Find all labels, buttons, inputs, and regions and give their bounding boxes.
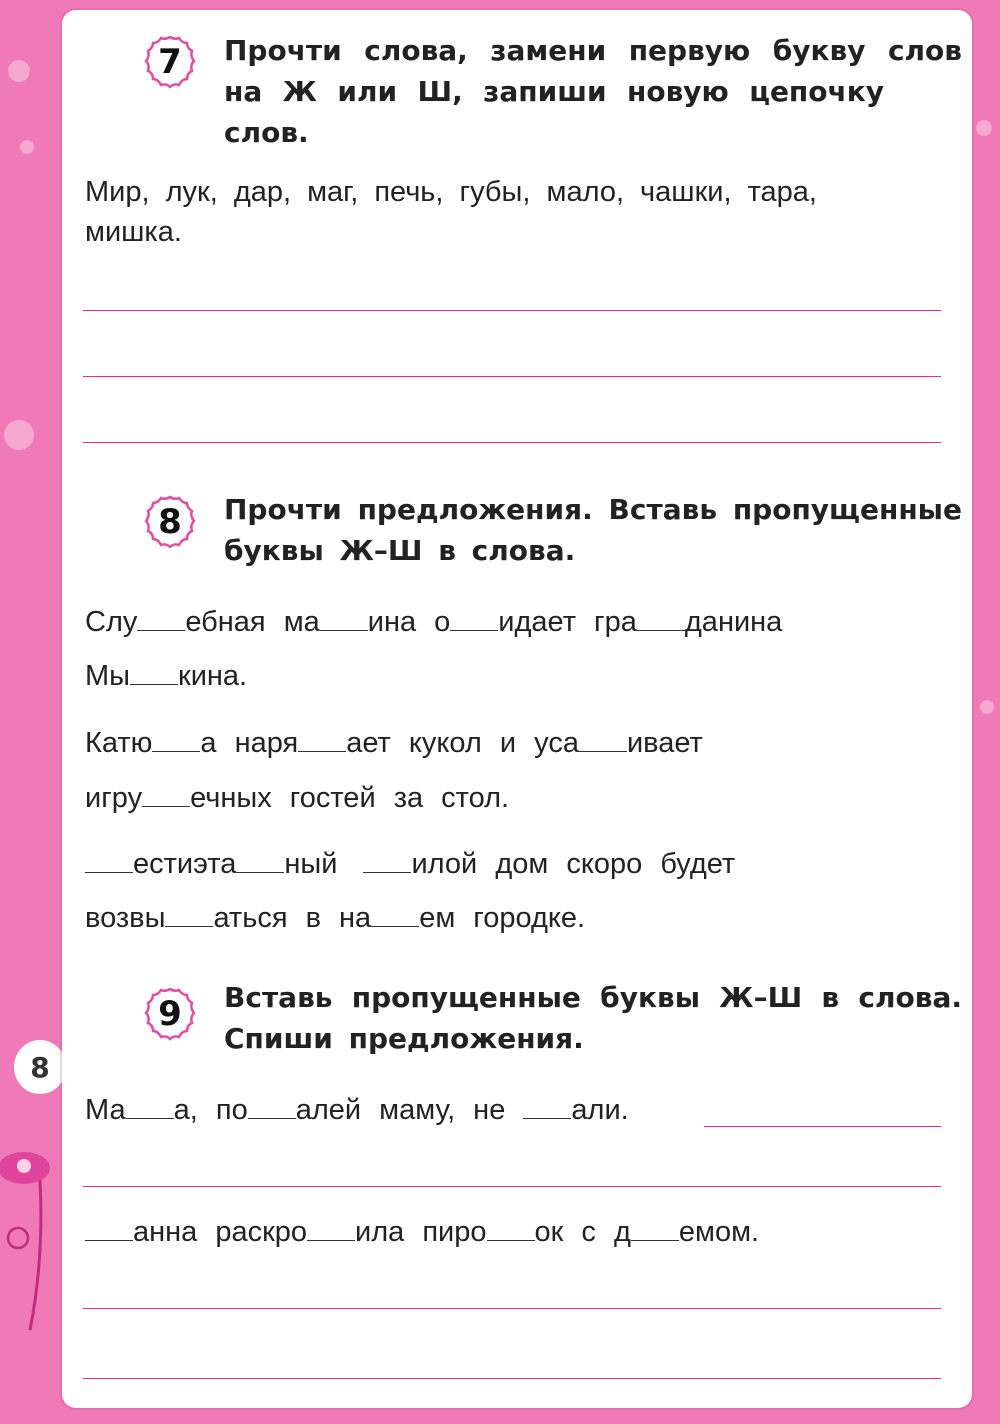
decor-dot	[4, 420, 34, 450]
writing-line	[704, 1126, 941, 1127]
title-line: слов.	[224, 116, 309, 149]
page-number: 8	[14, 1040, 66, 1094]
sentence: естиэта ный илой дом скоро будет	[85, 846, 735, 882]
writing-line	[83, 310, 941, 311]
sentence: возвы аться в на ем городке.	[85, 902, 586, 934]
sentence: Катю а наря ает кукол и уса ивает	[85, 727, 703, 759]
exercise-7-words: Мир, лук, дар, маг, печь, губы, мало, чашки, тара, мишка.	[85, 176, 817, 248]
flower-decoration	[0, 1140, 62, 1340]
decor-dot	[980, 700, 994, 714]
exercise-7-badge	[142, 34, 198, 90]
title-line: Спиши предложения.	[224, 1022, 584, 1055]
decor-dot	[976, 120, 992, 136]
exercise-9-title	[224, 977, 962, 1059]
writing-line	[83, 1308, 941, 1309]
title-line: на Ж или Ш, запиши новую цепочку	[224, 75, 884, 108]
sentence: Слу ебная ма ина о идает гра данина	[85, 606, 783, 638]
title-line: Прочти предложения. Вставь пропущенные	[224, 493, 962, 526]
sentence: игру ечных гостей за стол.	[85, 782, 510, 814]
decor-dot	[8, 60, 30, 82]
exercise-8-badge	[142, 494, 198, 550]
exercise-number: 9	[158, 994, 182, 1034]
exercise-8-title	[224, 489, 962, 571]
writing-line	[83, 1378, 941, 1379]
sentence: Мы кина.	[85, 660, 248, 692]
title-line: Прочти слова, замени первую букву слов	[224, 34, 962, 67]
writing-line	[83, 1186, 941, 1187]
title-line: Вставь пропущенные буквы Ж–Ш в слова.	[224, 981, 962, 1014]
writing-line	[83, 442, 941, 443]
title-line: буквы Ж–Ш в слова.	[224, 534, 576, 567]
exercise-number: 8	[158, 502, 182, 542]
sentence: Ма а, по алей маму, не али.	[85, 1094, 629, 1126]
sentence: анна раскро ила пиро ок с д емом.	[85, 1214, 759, 1250]
writing-line	[83, 376, 941, 377]
decor-dot	[20, 140, 34, 154]
exercise-9-badge	[142, 986, 198, 1042]
exercise-number: 7	[158, 42, 182, 82]
exercise-7-title	[224, 30, 962, 153]
